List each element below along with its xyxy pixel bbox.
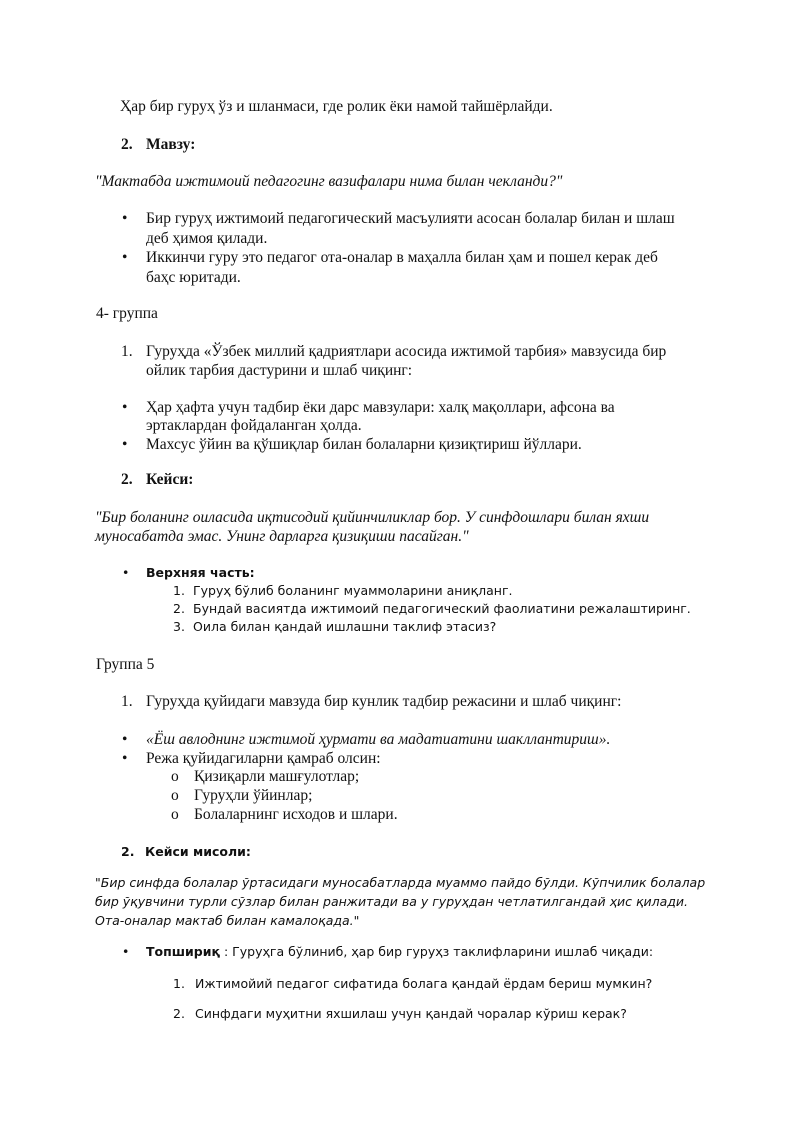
upper-item-number: 3. bbox=[173, 619, 185, 634]
section-keysi-number: 2. bbox=[121, 471, 133, 488]
quote-example-line: Ота-оналар мактаб билан камалоқада." bbox=[95, 913, 360, 928]
sub-list-item: Болаларнинг исходов и шлари. bbox=[194, 806, 398, 823]
quote-keysi-line: "Бир боланинг оиласида иқтисодий қийинчиликлар бор. У синфдошлари билан яхши bbox=[95, 509, 650, 526]
assignment-item-number: 1. bbox=[173, 976, 185, 991]
sub-list-item: Гуруҳли ўйинлар; bbox=[194, 787, 313, 804]
list-item-line: эртаклардан фойдаланган ҳолда. bbox=[146, 417, 362, 434]
bullet-marker: • bbox=[122, 565, 130, 580]
list-5-plan: Режа қуйидагиларни қамраб олсин: bbox=[146, 750, 381, 767]
upper-item-number: 1. bbox=[173, 583, 185, 598]
sub-bullet-marker: o bbox=[171, 806, 179, 823]
section-example-label: Кейси мисоли: bbox=[145, 844, 251, 859]
assignment-label: Топшириқ bbox=[146, 944, 220, 959]
list-item-line: баҳс юритади. bbox=[146, 269, 241, 286]
list-item-line: Ҳар ҳафта учун тадбир ёки дарс мавзулари: халқ мақоллари, афсона ва bbox=[146, 399, 615, 416]
sub-bullet-marker: o bbox=[171, 787, 179, 804]
bullet-marker: • bbox=[122, 750, 128, 767]
sub-bullet-marker: o bbox=[171, 768, 179, 785]
list-5-topic: «Ёш авлоднинг ижтимой ҳурмати ва мадатиатини шакллантириш». bbox=[146, 731, 611, 748]
upper-item-text: Оила билан қандай ишлашни таклиф этасиз? bbox=[193, 619, 497, 634]
upper-item-text: Гуруҳ бўлиб боланинг муаммоларини аниқланг. bbox=[193, 583, 513, 598]
bullet-marker: • bbox=[122, 249, 128, 266]
bullet-marker: • bbox=[122, 399, 128, 416]
upper-part-label: Верхняя часть: bbox=[146, 565, 255, 580]
section-mavzu-number: 2. bbox=[121, 136, 133, 153]
upper-item-text: Бундай васиятда ижтимоий педагогический фаолиатини режалаштиринг. bbox=[193, 601, 691, 616]
quote-example-line: бир ўқувчини турли сўзлар билан ранжитади ва у гуруҳдан четлатилгандай ҳис қилади. bbox=[95, 894, 689, 909]
list-item-line: деб ҳимоя қилади. bbox=[146, 230, 268, 247]
group-5-heading: Группа 5 bbox=[96, 656, 155, 673]
assignment-text: : Гуруҳга бўлиниб, ҳар бир гуруҳз таклифларини ишлаб чиқади: bbox=[219, 944, 654, 959]
bullet-marker: • bbox=[122, 210, 128, 227]
assignment-line bbox=[146, 943, 653, 961]
list-item-line: Иккинчи гуру это педагог ота-оналар в маҳалла билан ҳам и пошел керак деб bbox=[146, 249, 658, 266]
section-example-number: 2. bbox=[121, 844, 135, 859]
intro-text: Ҳар бир гуруҳ ўз и шланмаси, где ролик ёки намой тайшёрлайди. bbox=[120, 98, 553, 115]
assignment-item-text: Ижтимойий педагог сифатида болага қандай ёрдам бериш мумкин? bbox=[195, 976, 653, 991]
bullet-marker: • bbox=[122, 944, 130, 959]
quote-mavzu: "Мактабда ижтимоий педагогинг вазифалари нима билан чекланди?" bbox=[95, 173, 563, 190]
task-4-number: 1. bbox=[121, 343, 133, 360]
bullet-marker: • bbox=[122, 731, 128, 748]
task-4-line: ойлик тарбия дастурини и шлаб чиқинг: bbox=[146, 362, 413, 379]
bullet-marker: • bbox=[122, 436, 128, 453]
section-keysi-label: Кейси: bbox=[146, 471, 194, 488]
quote-keysi-line: муносабатда эмас. Унинг дарларга қизиқиши пасайган." bbox=[95, 528, 469, 545]
task-5-number: 1. bbox=[121, 693, 133, 710]
assignment-item-number: 2. bbox=[173, 1006, 185, 1021]
assignment-item-text: Синфдаги муҳитни яхшилаш учун қандай чоралар кўриш керак? bbox=[195, 1006, 627, 1021]
group-4-heading: 4- группа bbox=[96, 305, 158, 322]
list-item-line: Махсус ўйин ва қўшиқлар билан болаларни қизиқтириш йўллари. bbox=[146, 436, 582, 453]
quote-example-line: "Бир синфда болалар ўртасидаги муносабатларда муаммо пайдо бўлди. Кўпчилик болалар bbox=[95, 875, 706, 890]
upper-item-number: 2. bbox=[173, 601, 185, 616]
task-5-text: Гуруҳда қуйидаги мавзуда бир кунлик тадбир режасини и шлаб чиқинг: bbox=[146, 693, 622, 710]
section-mavzu-label: Мавзу: bbox=[146, 136, 196, 153]
sub-list-item: Қизиқарли машғулотлар; bbox=[194, 768, 360, 785]
task-4-line: Гуруҳда «Ўзбек миллий қадриятлари асосида ижтимой тарбия» мавзусида бир bbox=[146, 343, 667, 360]
list-item-line: Бир гуруҳ ижтимоий педагогический масъулияти асосан болалар билан и шлаш bbox=[146, 210, 675, 227]
